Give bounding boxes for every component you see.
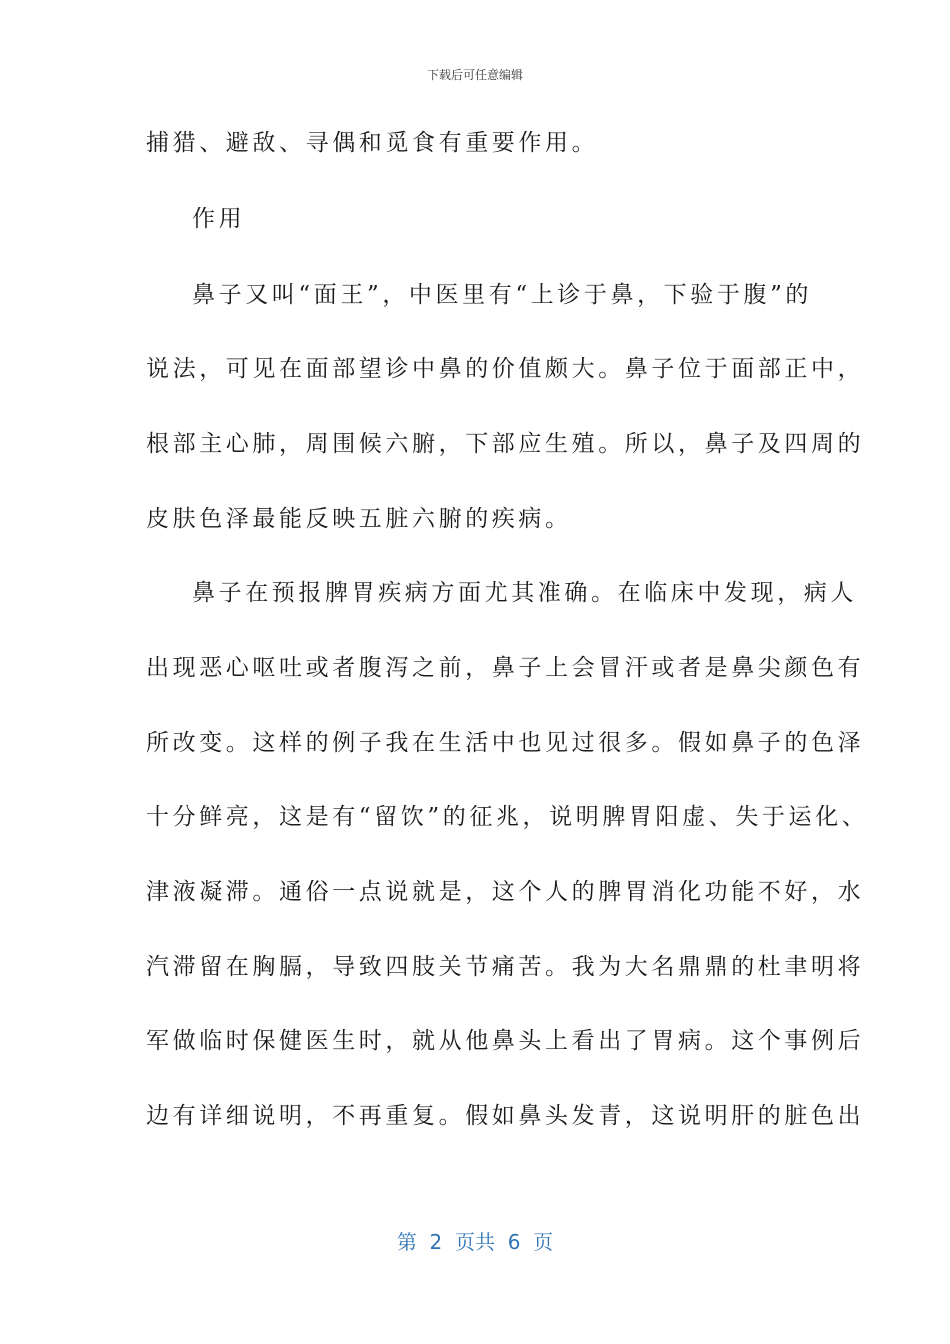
body-line: 十分鲜亮，这是有“留饮”的征兆，说明脾胃阳虚、失于运化、 (146, 804, 869, 830)
body-line: 出现恶心呕吐或者腹泻之前，鼻子上会冒汗或者是鼻尖颜色有 (146, 655, 865, 681)
body-line: 津液凝滞。通俗一点说就是，这个人的脾胃消化功能不好，水 (146, 879, 865, 905)
section-heading: 作用 (192, 206, 246, 232)
body-line: 军做临时保健医生时，就从他鼻头上看出了胃病。这个事例后 (146, 1028, 865, 1054)
page-number: 第 2 页共 6 页 (396, 1230, 554, 1254)
body-line: 说法，可见在面部望诊中鼻的价值颇大。鼻子位于面部正中， (146, 356, 865, 382)
body-line: 皮肤色泽最能反映五脏六腑的疾病。 (146, 506, 572, 532)
body-line: 汽滞留在胸膈，导致四肢关节痛苦。我为大名鼎鼎的杜聿明将 (146, 954, 865, 980)
body-line: 所改变。这样的例子我在生活中也见过很多。假如鼻子的色泽 (146, 730, 865, 756)
body-line: 边有详细说明，不再重复。假如鼻头发青，这说明肝的脏色出 (146, 1103, 865, 1129)
body-line: 鼻子又叫“面王”，中医里有“上诊于鼻，下验于腹”的 (192, 282, 813, 308)
body-line: 根部主心肺，周围候六腑，下部应生殖。所以，鼻子及四周的 (146, 431, 865, 457)
body-line: 捕猎、避敌、寻偶和觅食有重要作用。 (146, 130, 599, 156)
body-line: 鼻子在预报脾胃疾病方面尤其准确。在临床中发现，病人 (192, 580, 857, 606)
page-header: 下载后可任意编辑 (426, 68, 523, 82)
